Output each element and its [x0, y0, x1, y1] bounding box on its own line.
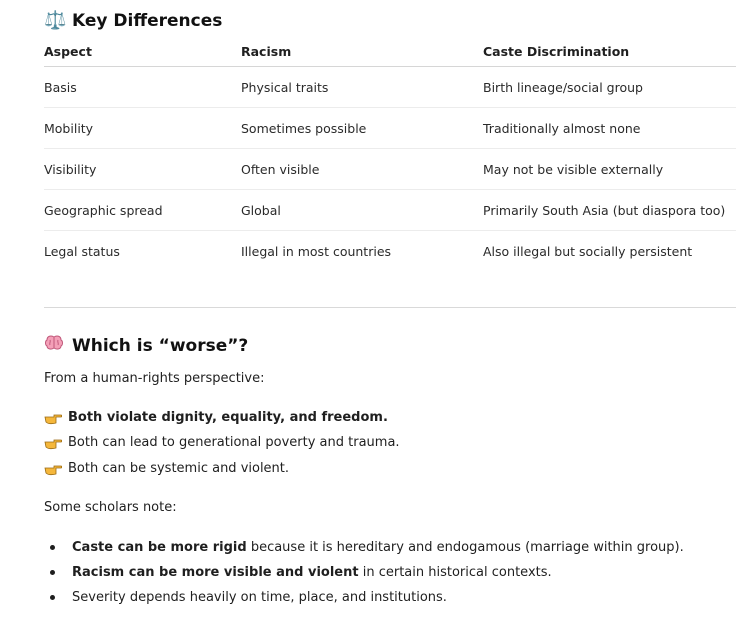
pointing-hand-icon — [44, 411, 62, 425]
list-item — [50, 540, 684, 555]
balance-scale-icon: ⚖️ — [44, 10, 67, 31]
bullet-bold: Racism can be more visible and violent — [72, 565, 359, 580]
cell-racism: Physical traits — [241, 67, 483, 108]
cell-racism: Global — [241, 190, 483, 231]
bullet-bold: Caste can be more rigid — [72, 540, 247, 555]
list-item — [50, 565, 552, 580]
point-bold: Both violate dignity, equality, and freedom. — [68, 410, 388, 425]
bullet-dot — [50, 545, 55, 550]
cell-aspect: Basis — [44, 67, 241, 108]
intro-text: From a human-rights perspective: — [44, 371, 265, 386]
table-row — [44, 67, 736, 108]
point-item — [44, 435, 400, 450]
header-caste: Caste Discrimination — [483, 37, 736, 67]
section-divider — [44, 307, 736, 308]
which-is-worse-title: Which is “worse”? — [72, 335, 249, 356]
point-text: Both can lead to generational poverty and trauma. — [68, 435, 400, 450]
table-row — [44, 149, 736, 190]
bullet-text: because it is hereditary and endogamous (marriage within group). — [246, 540, 684, 555]
point-item — [44, 461, 289, 476]
point-text: Both can be systemic and violent. — [68, 461, 290, 476]
cell-aspect: Mobility — [44, 108, 241, 149]
table-row — [44, 190, 736, 231]
cell-racism: Illegal in most countries — [241, 243, 392, 259]
table-header-row — [44, 37, 736, 67]
cell-caste: Primarily South Asia (but diaspora too) — [483, 190, 736, 231]
cell-caste: May not be visible externally — [483, 149, 736, 190]
cell-aspect: Legal status — [44, 243, 120, 259]
cell-aspect: Geographic spread — [44, 190, 241, 231]
point-item — [44, 410, 388, 425]
header-racism: Racism — [241, 37, 483, 67]
key-differences-title: Key Differences — [72, 10, 223, 31]
cell-racism: Sometimes possible — [241, 108, 483, 149]
bullet-text: Severity depends heavily on time, place, and institutions. — [72, 590, 447, 605]
table-row — [44, 108, 736, 149]
list-item — [50, 590, 447, 605]
table-row — [44, 231, 736, 272]
brain-icon — [44, 335, 64, 356]
pointing-hand-icon — [44, 436, 62, 450]
key-differences-heading — [44, 10, 222, 31]
which-is-worse-heading — [44, 335, 248, 356]
differences-table — [44, 37, 736, 271]
bullet-dot — [50, 595, 55, 600]
scholars-intro: Some scholars note: — [44, 500, 177, 515]
bullet-text: in certain historical contexts. — [358, 565, 552, 580]
cell-caste: Traditionally almost none — [483, 108, 736, 149]
pointing-hand-icon — [44, 462, 62, 476]
cell-caste: Also illegal but socially persistent — [483, 243, 693, 259]
bullet-dot — [50, 570, 55, 575]
cell-aspect: Visibility — [44, 149, 241, 190]
cell-racism: Often visible — [241, 149, 483, 190]
cell-caste: Birth lineage/social group — [483, 67, 736, 108]
header-aspect: Aspect — [44, 37, 241, 67]
